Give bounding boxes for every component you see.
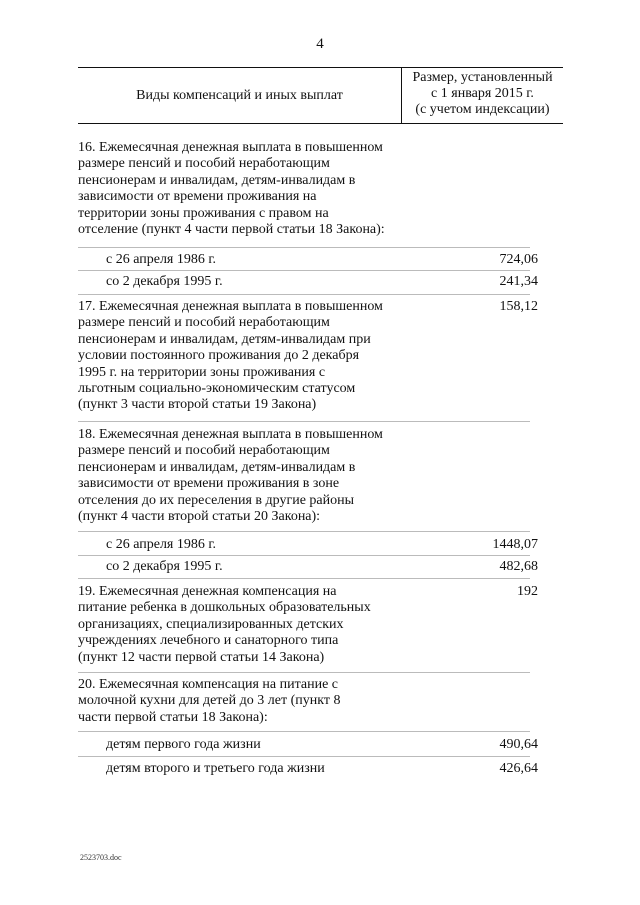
row-divider [78, 270, 530, 271]
row-divider [78, 756, 530, 757]
item-line: (пункт 3 части второй статьи 19 Закона) [78, 397, 317, 413]
item-line: организациях, специализированных детских [78, 616, 344, 632]
sub-label: детям второго и третьего года жизни [106, 761, 325, 776]
sub-label: с 26 апреля 1986 г. [106, 252, 217, 267]
item-line: размере пенсий и пособий неработающим [78, 315, 330, 331]
item-line: 19. Ежемесячная денежная компенсация на [78, 584, 337, 599]
item-line: учреждениях лечебного и санаторного типа [78, 633, 339, 649]
sub-value: 241,34 [499, 274, 538, 289]
sub-value: 426,64 [499, 761, 538, 776]
item-line: пенсионерам и инвалидам, детям-инвалидам в [78, 172, 356, 188]
item-line: зависимости от времени проживания на [78, 189, 317, 205]
sub-value: 1448,07 [492, 537, 538, 552]
item-line: 18. Ежемесячная денежная выплата в повышенном [78, 427, 383, 442]
header-column-types: Виды компенсаций и иных выплат [136, 87, 343, 103]
row-divider [78, 294, 530, 295]
header-amount-line: с 1 января 2015 г. [431, 86, 534, 101]
sub-label: со 2 декабря 1995 г. [106, 559, 223, 574]
item-line: питание ребенка в дошкольных образовательных [78, 600, 371, 616]
item-line: территории зоны проживания с правом на [78, 205, 329, 221]
item-line: 16. Ежемесячная денежная выплата в повышенном [78, 140, 383, 155]
item-line: размере пенсий и пособий неработающим [78, 156, 330, 172]
item-line: 17. Ежемесячная денежная выплата в повышенном [78, 299, 383, 314]
row-divider [78, 731, 530, 732]
sub-label: со 2 декабря 1995 г. [106, 274, 223, 289]
item-line: части первой статьи 18 Закона): [78, 709, 268, 725]
item-value: 192 [517, 584, 538, 599]
item-line: условии постоянного проживания до 2 декабря [78, 348, 360, 364]
sub-label: с 26 апреля 1986 г. [106, 537, 217, 552]
item-line: (пункт 4 части второй статьи 20 Закона): [78, 509, 321, 525]
row-divider [78, 672, 530, 673]
row-divider [78, 578, 530, 579]
item-description [78, 677, 413, 726]
item-line: (пункт 12 части первой статьи 14 Закона) [78, 649, 325, 665]
item-description [78, 427, 413, 525]
item-line: пенсионерам и инвалидам, детям-инвалидам в [78, 459, 356, 475]
item-line: пенсионерам и инвалидам, детям-инвалидам при [78, 331, 371, 347]
item-line: размере пенсий и пособий неработающим [78, 443, 330, 459]
item-line: 20. Ежемесячная компенсация на питание с [78, 677, 339, 692]
sub-label: детям первого года жизни [106, 737, 261, 752]
item-line: льготным социально-экономическим статусом [78, 381, 356, 397]
item-line: отселения до их переселения в другие районы [78, 492, 355, 508]
table-header [78, 67, 563, 124]
document-filename: 2523703.doc [80, 853, 122, 862]
item-line: зависимости от времени проживания в зоне [78, 476, 340, 492]
item-description [78, 584, 413, 666]
item-description [78, 299, 413, 414]
item-line: 1995 г. на территории зоны проживания с [78, 364, 326, 380]
page-number: 4 [316, 36, 324, 52]
sub-value: 482,68 [499, 559, 538, 574]
row-divider [78, 555, 530, 556]
row-divider [78, 531, 530, 532]
item-value: 158,12 [499, 299, 538, 314]
item-line: молочной кухни для детей до 3 лет (пункт 8 [78, 693, 341, 709]
sub-value: 724,06 [499, 252, 538, 267]
row-divider [78, 421, 530, 422]
header-amount-line: (с учетом индексации) [415, 102, 550, 117]
header-column-amount [402, 70, 563, 118]
header-amount-line: Размер, установленный [412, 70, 553, 85]
sub-value: 490,64 [499, 737, 538, 752]
item-description [78, 140, 413, 238]
item-line: отселение (пункт 4 части первой статьи 18 Закона): [78, 222, 385, 238]
row-divider [78, 247, 530, 248]
